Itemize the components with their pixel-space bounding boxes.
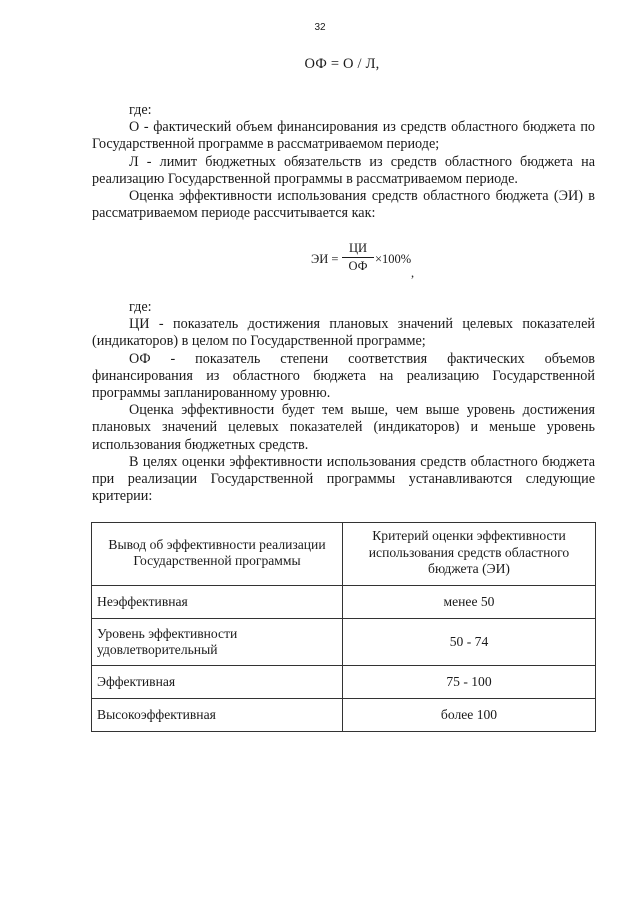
definitions-block-2 — [92, 299, 595, 505]
where-label-1: где: — [129, 102, 152, 118]
o-definition: О - фактический объем финансирования из средств областного бюджета по Государственной программе в рассматриваемом периоде; — [92, 119, 595, 153]
table-cell-criterion: более 100 — [343, 699, 596, 732]
formula-ei-comma: , — [411, 266, 415, 280]
definitions-block-1 — [92, 102, 595, 222]
fraction-bar — [342, 257, 374, 258]
table-cell-criterion: менее 50 — [343, 586, 596, 619]
table-cell-conclusion: Неэффективная — [92, 586, 343, 619]
l-definition: Л - лимит бюджетных обязательств из средств областного бюджета на реализацию Государственной программы в рассматриваемом периоде. — [92, 153, 595, 187]
table-cell-criterion: 75 - 100 — [343, 666, 596, 699]
of-definition: ОФ - показатель степени соответствия фактических объемов финансирования из областного бюджета на реализацию Государственной программы запланированному уровню. — [92, 350, 595, 402]
table-header-conclusion: Вывод об эффективности реализации Государственной программы — [92, 523, 343, 586]
table-row — [92, 619, 596, 666]
efficiency-note: Оценка эффективности будет тем выше, чем выше уровень достижения плановых значений целевых показателей (индикаторов) и меньше уровень использования бюджетных средств. — [92, 402, 595, 453]
table-cell-criterion: 50 - 74 — [343, 619, 596, 666]
formula-ei-rhs: ×100% — [375, 252, 412, 266]
table-header-criterion: Критерий оценки эффективности использования средств областного бюджета (ЭИ) — [343, 523, 596, 586]
formula-ei-denominator: ОФ — [348, 259, 368, 273]
table-row — [92, 586, 596, 619]
criteria-table — [91, 522, 596, 732]
formula-ei-fraction — [342, 242, 374, 273]
formula-ei-lhs: ЭИ = — [311, 252, 339, 266]
table-cell-conclusion: Эффективная — [92, 666, 343, 699]
ei-intro: Оценка эффективности использования средств областного бюджета (ЭИ) в рассматриваемом периоде рассчитывается как: — [92, 188, 595, 222]
table-cell-conclusion: Уровень эффективности удовлетворительный — [92, 619, 343, 666]
page-number: 32 — [314, 22, 326, 33]
table-header-row — [92, 523, 596, 586]
formula-of: ОФ = О / Л, — [304, 56, 380, 72]
formula-ei-numerator: ЦИ — [348, 241, 368, 255]
table-row — [92, 666, 596, 699]
table-cell-conclusion: Высокоэффективная — [92, 699, 343, 732]
criteria-intro: В целях оценки эффективности использования средств областного бюджета при реализации Государственной программы устанавливаются следующие критерии: — [92, 453, 595, 505]
where-label-2: где: — [129, 299, 152, 315]
ci-definition: ЦИ - показатель достижения плановых значений целевых показателей (индикаторов) в целом по Государственной программе; — [92, 316, 595, 350]
table-row — [92, 699, 596, 732]
